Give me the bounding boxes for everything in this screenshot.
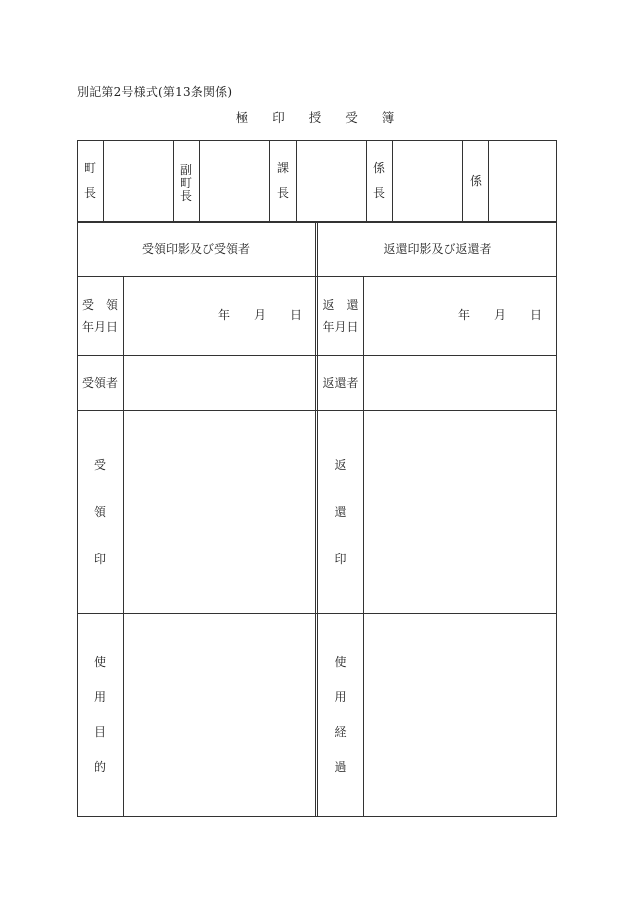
approval-divider [462,140,463,222]
label-char: 用 [334,690,347,704]
usage-progress-label [318,656,363,773]
label-char: 使 [93,655,106,669]
approval-divider [269,140,270,222]
title-char: 受 [345,110,358,125]
label-char: 領 [106,298,119,312]
label-text: 年月日 [81,320,118,334]
label-char: 返 [334,458,347,472]
label-char: 印 [93,552,106,566]
label-char: 返 [322,298,335,312]
day-unit: 日 [290,308,303,322]
document-title [0,108,630,126]
label-char: 長 [372,186,385,200]
approval-divider [199,140,200,222]
return-seal-field[interactable] [364,411,557,613]
title-char: 印 [272,110,285,125]
label-char: 課 [276,161,289,175]
year-unit: 年 [218,308,231,322]
approval-divider [296,140,297,222]
approval-divider [392,140,393,222]
title-char: 極 [235,110,249,125]
label-text: 年月日 [322,320,359,334]
left-section-header: 受領印影及び受領者 [141,242,250,256]
label-char: 町 [83,161,96,175]
form-label: 別記第2号様式(第13条関係) [77,85,233,99]
recipient-label: 受領者 [81,375,118,390]
usage-progress-field[interactable] [364,614,557,817]
month-unit: 月 [254,308,267,322]
approval-divider [173,140,174,222]
approval-divider [488,140,489,222]
title-char: 授 [308,110,322,125]
label-char: 受 [81,298,94,312]
label-char: 受 [93,458,106,472]
approval-divider [103,140,104,222]
month-unit: 月 [494,308,507,322]
label-char: 過 [334,760,347,774]
approval-divider [366,140,367,222]
title-char: 簿 [381,110,395,125]
receipt-seal-label [77,459,123,565]
label-char: 経 [334,725,347,739]
receipt-date-field[interactable] [124,276,315,355]
returner-field[interactable] [364,356,557,410]
label-char: 印 [334,552,347,566]
recipient-field[interactable] [124,356,315,410]
approval-label-section-chief [273,162,293,199]
approval-label-subsection-chief [369,162,389,199]
return-date-field[interactable] [364,276,557,355]
label-char: 領 [93,505,106,519]
label-char: 係 [372,161,385,175]
label-char: 的 [93,760,106,774]
approval-label-staff [464,140,488,222]
purpose-field[interactable] [124,614,315,817]
label-char: 用 [93,690,106,704]
label-char: 還 [346,298,359,312]
label-char: 長 [276,186,289,200]
label-char: 町 [179,176,192,190]
label-char: 目 [93,725,106,739]
label-char: 長 [179,189,192,203]
return-date-label [318,299,363,333]
label-char: 長 [83,186,96,200]
receipt-seal-field[interactable] [124,411,315,613]
year-unit: 年 [458,308,471,322]
label-char: 還 [334,505,347,519]
approval-label-deputy-mayor [176,164,196,202]
approval-label-mayor [80,162,100,199]
return-seal-label [318,459,363,565]
returner-label: 返還者 [322,375,359,390]
day-unit: 日 [530,308,543,322]
receipt-date-label [77,299,123,333]
label-char: 使 [334,655,347,669]
label-char: 係 [469,174,482,188]
label-char: 副 [179,163,192,177]
purpose-label [77,656,123,773]
right-section-header: 返還印影及び返還者 [383,242,492,256]
